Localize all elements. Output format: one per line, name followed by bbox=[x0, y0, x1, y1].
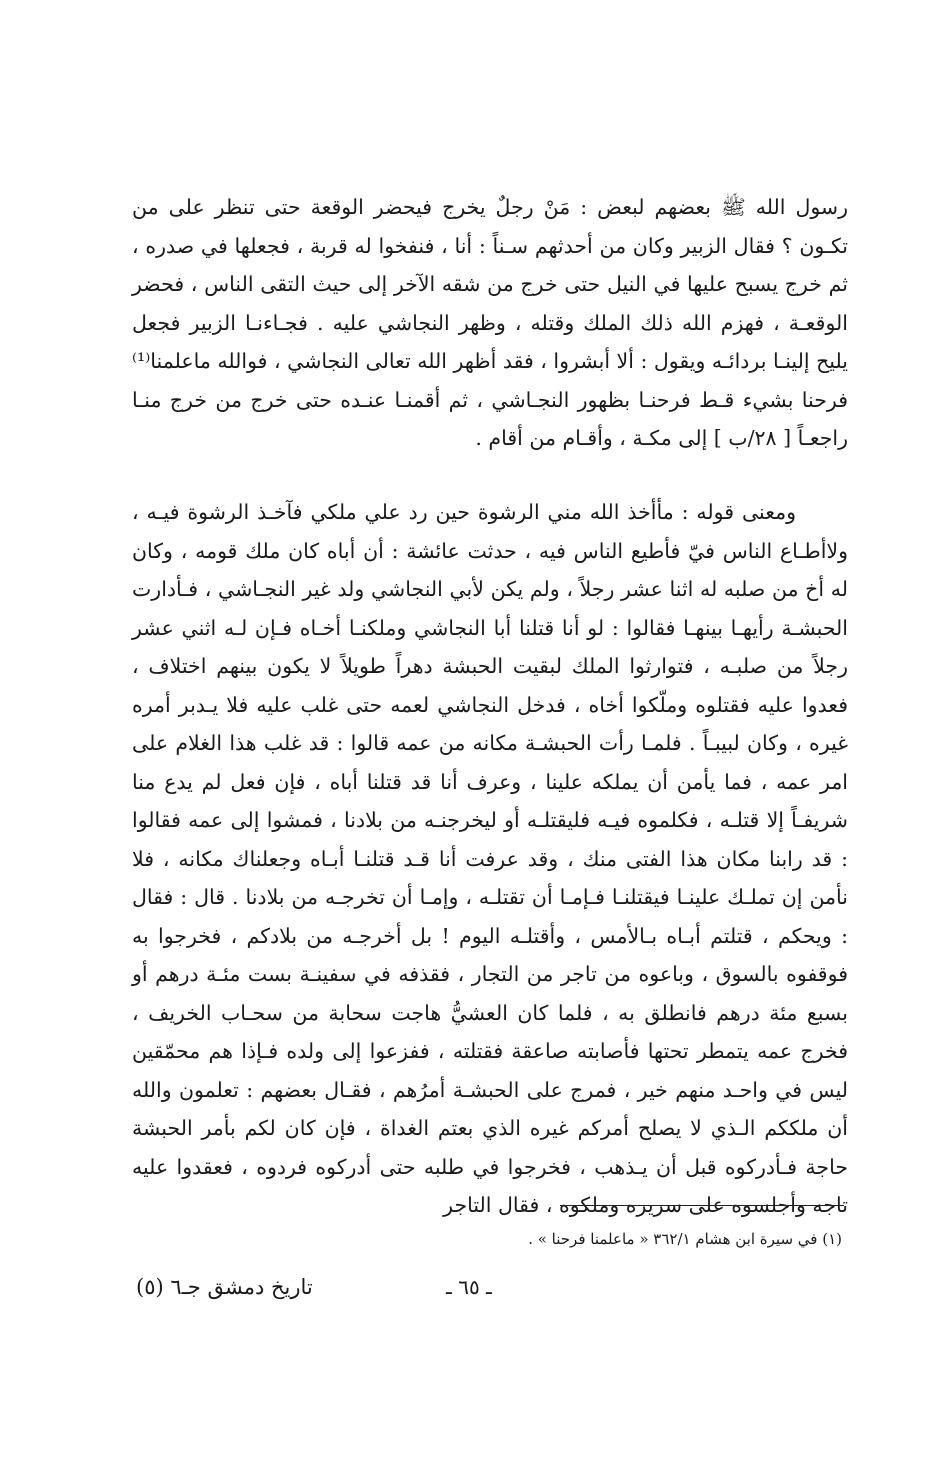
paragraph-1 bbox=[132, 188, 848, 458]
page-number: ـ ٦٥ ـ bbox=[446, 1275, 492, 1299]
paragraph-2 bbox=[132, 493, 848, 1225]
running-footer: تاريخ دمشق جـ٦ (٥) bbox=[136, 1275, 313, 1299]
footnote: (١) في سيرة ابن هشام ٣٦٢/١ « ماعلمنا فرحنا » . bbox=[528, 1230, 842, 1248]
paragraph-text: رسول الله ﷺ بعضهم لبعض : مَنْ رجلٌ يخرج فيحضر الوقعة حتى تنظر على من تكـون ؟ فقال الزبير وكان من أحدثهم سـناً : أنا ، فنفخوا له قربة ، فجعلها في صدره ، ثم خرج يسبح عليها في النيل حتى خرج من شقه الآخر إلى حيث التقى الناس ، فحضر الوقعـة ، فهزم الله ذلك الملك وقتله ، وظهر النجاشي عليه . فجـاءنـا الزبير فجعل يليح إلينـا بردائـه ويقول : ألا أبشروا ، فقد أظهر الله تعالى النجاشي ، فوالله ماعلمنا⁽¹⁾ فرحنا بشيء قـط فرحنـا بظهور النجـاشي ، ثم أقمنـا عنـده حتى خرج من خرج منـا راجعـاً [ ٢٨/ب ] إلى مكـة ، وأقـام من أقام . bbox=[132, 195, 848, 450]
paragraph-text: ومعنى قوله : مأأخذ الله مني الرشوة حين رد علي ملكي فآخـذ الرشوة فيـه ، ولاأطـاع الناس فيّ فأطيع الناس فيه ، حدثت عائشة : أن أباه كان ملك قومه ، وكان له أخ من صلبه له اثنا عشر رجلاً ، ولم يكن لأبي النجاشي ولد غير النجـاشي ، فـأدارت الحبشـة رأيهـا بينهـا فقالوا : لو أنا قتلنا أبا النجاشي وملكنـا أخـاه فـإن لـه اثني عشر رجلاً من صلبـه ، فتوارثوا الملك لبقيت الحبشة دهراً طويلاً لا يكون بينهم اختلاف ، فعدوا عليه فقتلوه وملّكوا أخاه ، فدخل النجاشي لعمه حتى غلب عليه فلا يـدبر أمره غيره ، وكان لبيبـاً . فلمـا رأت الحبشـة مكانه من عمه قالوا : قد غلب هذا الغلام على امر عمه ، فما يأمن أن يملكه علينا ، وعرف أنا قد قتلنا أباه ، فإن فعل لم يدع منا شريفـاً إلا قتلـه ، فكلموه فيـه فليقتلـه أو ليخرجنـه من بلادنا ، فمشوا إلى عمه فقالوا : قد رابنا مكان هذا الفتى منك ، وقد عرفت أنا قـد قتلنـا أبـاه وجعلناك مكانه ، فلا نأمن إن تملـك علينـا فيقتلنـا فـإمـا أن تقتلـه ، وإمـا أن تخرجـه من بلادنا . قال : فقال : ويحكم ، قتلتم أبـاه بـالأمس ، وأقتلـه اليوم ! بل أخرجـه من بلادكم ، فخرجوا به فوقفوه بالسوق ، وباعوه من تاجر من التجار ، فقذفه في سفينـة بست مئـة درهم أو بسبع مئة درهم فانطلق به ، فلما كان العشيُّ هاجت سحابة من سحـاب الخريف ، فخرج عمه يتمطر تحتها فأصابته صاعقة فقتلته ، ففزعوا إلى ولده فـإذا هم محمّقين ليس في واحـد منهم خير ، فمرج على الحبشـة أمرُهم ، فقـال بعضهم : تعلمون والله أن ملككم الـذي لا يصلح أمركم غيره الذي بعتم الغداة ، فإن كان لكم بأمر الحبشة حاجة فـأدركوه قبل أن يـذهب ، فخرجوا في طلبه حتى أدركوه فردوه ، فعقدوا عليه تاجه وأجلسوه على سريره وملكوه ، فقال التاجر bbox=[132, 500, 848, 1217]
footnote-divider bbox=[560, 1205, 844, 1206]
